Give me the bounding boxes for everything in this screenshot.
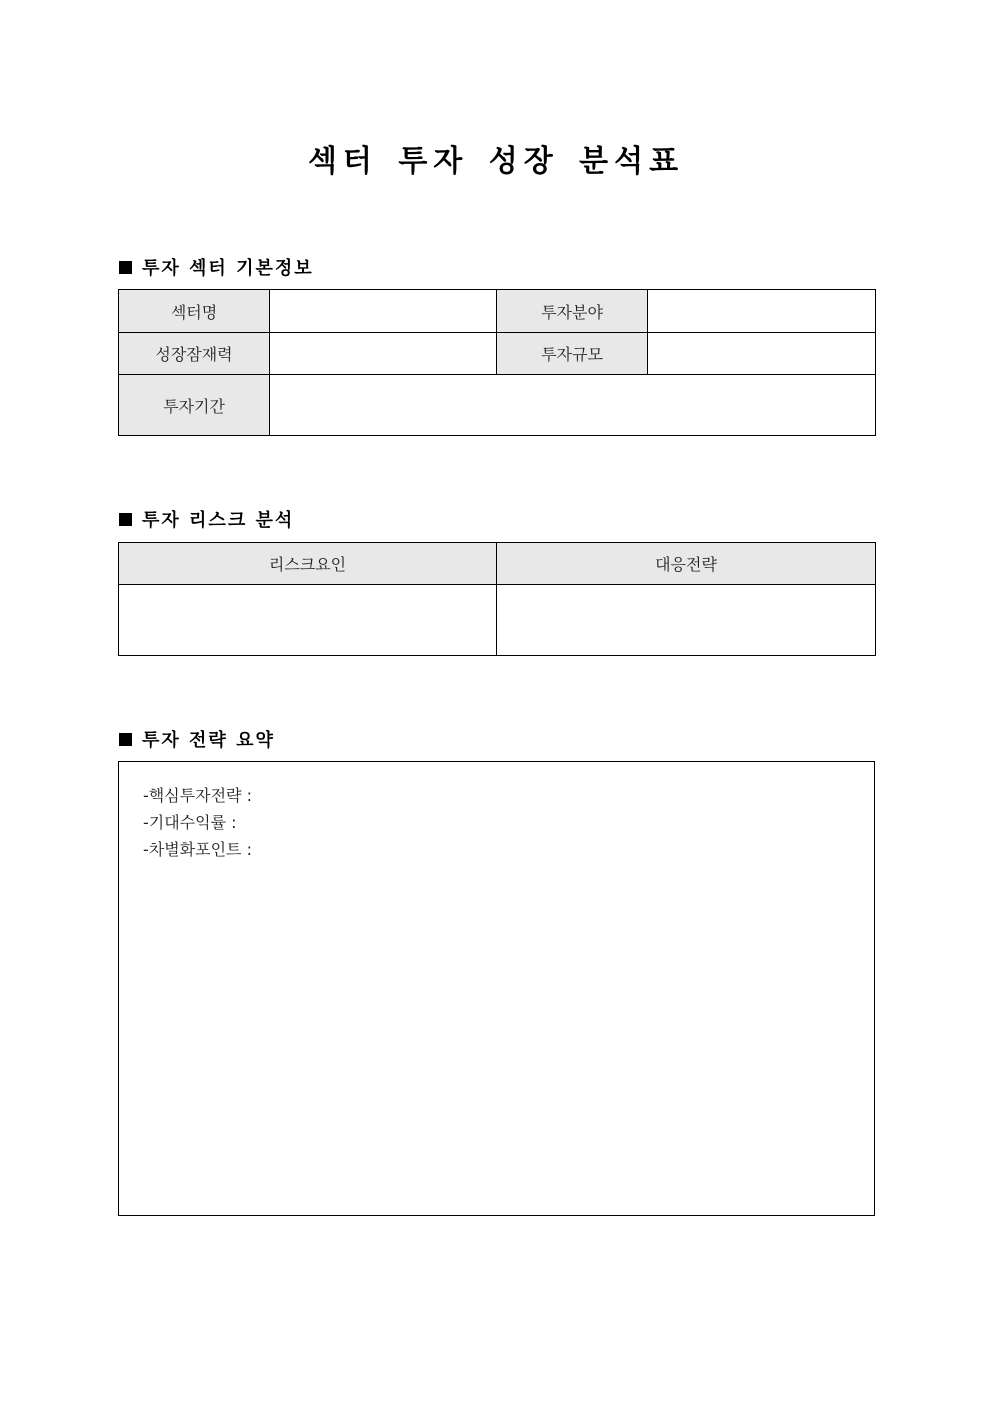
risk-factor-cell[interactable] [119, 585, 497, 656]
response-strategy-cell[interactable] [497, 585, 876, 656]
square-bullet-icon [119, 733, 132, 746]
investment-period-field[interactable] [270, 375, 876, 436]
growth-potential-label: 성장잠재력 [119, 333, 270, 375]
strategy-summary-lines [143, 782, 252, 863]
section-heading-risk [119, 506, 294, 532]
column-header-risk-factor: 리스크요인 [119, 543, 497, 585]
sector-name-field[interactable] [270, 290, 497, 333]
section-heading-text: 투자 섹터 기본정보 [142, 258, 314, 279]
investment-scale-label: 투자규모 [497, 333, 648, 375]
summary-line-differentiation: -차별화포인트 : [143, 840, 252, 859]
sector-name-label: 섹터명 [119, 290, 270, 333]
strategy-summary-box[interactable] [118, 761, 875, 1216]
document-title: 섹터 투자 성장 분석표 [307, 144, 685, 179]
investment-scale-field[interactable] [648, 333, 876, 375]
investment-period-label: 투자기간 [119, 375, 270, 436]
section-heading-text: 투자 전략 요약 [142, 730, 275, 751]
section-heading-basic-info [119, 254, 314, 280]
section-heading-text: 투자 리스크 분석 [142, 510, 295, 531]
basic-info-table [118, 289, 876, 436]
section-heading-strategy-summary [119, 726, 275, 752]
summary-line-expected-return: -기대수익률 : [143, 813, 237, 832]
investment-field-field[interactable] [648, 290, 876, 333]
summary-line-core-strategy: -핵심투자전략 : [143, 786, 252, 805]
square-bullet-icon [119, 513, 132, 526]
column-header-response-strategy: 대응전략 [497, 543, 876, 585]
risk-analysis-table [118, 542, 876, 656]
growth-potential-field[interactable] [270, 333, 497, 375]
square-bullet-icon [119, 261, 132, 274]
investment-field-label: 투자분야 [497, 290, 648, 333]
